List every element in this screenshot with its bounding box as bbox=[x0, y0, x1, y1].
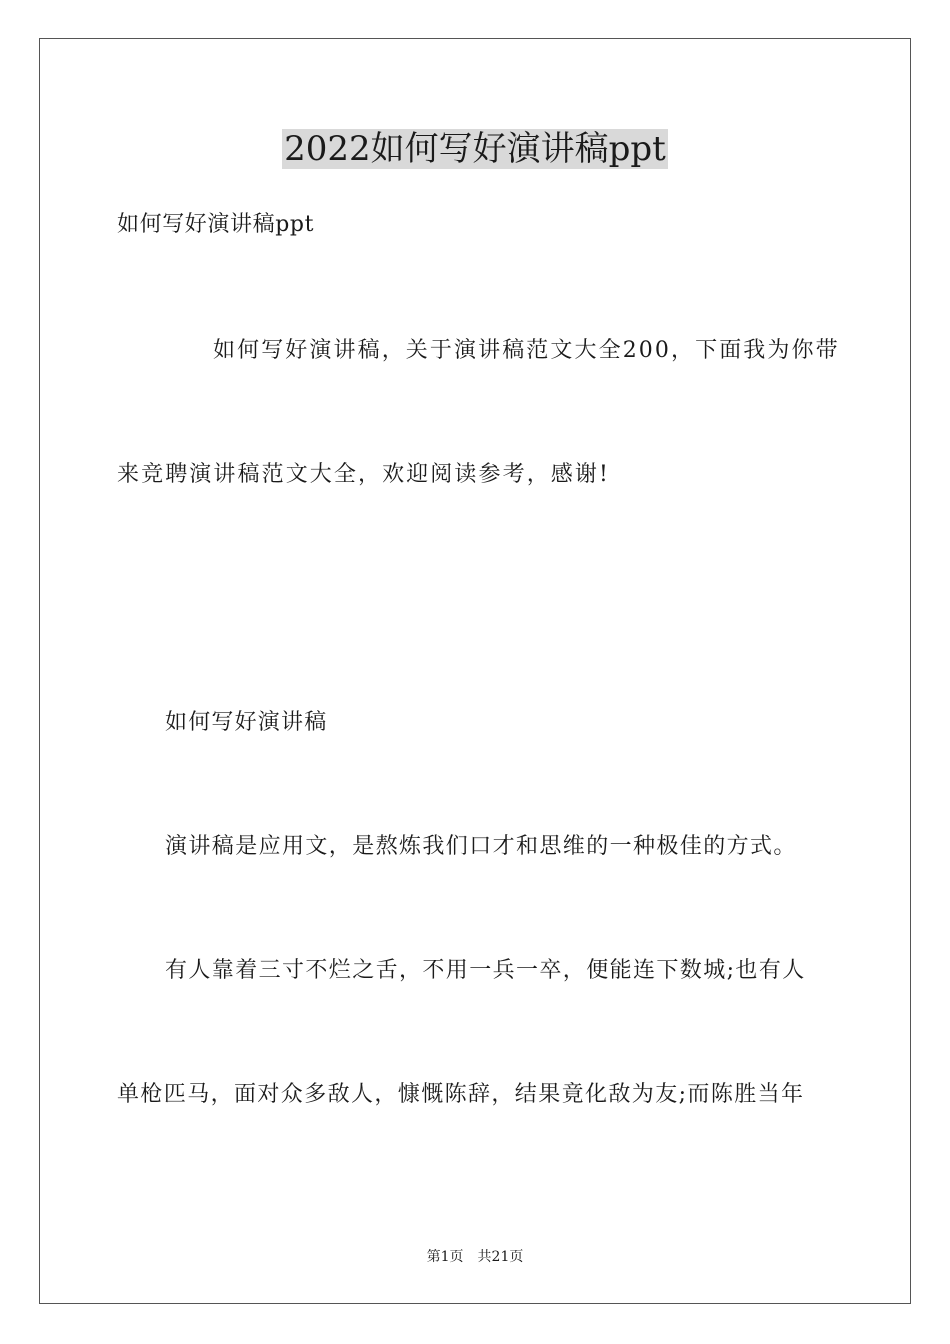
document-subtitle: 如何写好演讲稿ppt bbox=[117, 212, 315, 237]
document-title bbox=[0, 127, 950, 171]
paragraph-1-line-1: 如何写好演讲稿，关于演讲稿范文大全200，下面我为你带 bbox=[213, 338, 840, 363]
page-number: 第1页 bbox=[426, 1249, 464, 1265]
paragraph-3-line-1: 有人靠着三寸不烂之舌，不用一兵一卒，便能连下数城;也有人 bbox=[165, 958, 806, 983]
paragraph-1-line-2: 来竞聘演讲稿范文大全，欢迎阅读参考，感谢! bbox=[117, 462, 610, 487]
page-footer bbox=[0, 1248, 950, 1266]
paragraph-2: 演讲稿是应用文，是熬炼我们口才和思维的一种极佳的方式。 bbox=[165, 834, 797, 859]
paragraph-3-line-2: 单枪匹马，面对众多敌人，慷慨陈辞，结果竟化敌为友;而陈胜当年 bbox=[117, 1082, 805, 1107]
document-title-text: 2022如何写好演讲稿ppt bbox=[284, 129, 666, 169]
section-heading: 如何写好演讲稿 bbox=[165, 710, 328, 735]
page-total: 共21页 bbox=[477, 1249, 524, 1265]
